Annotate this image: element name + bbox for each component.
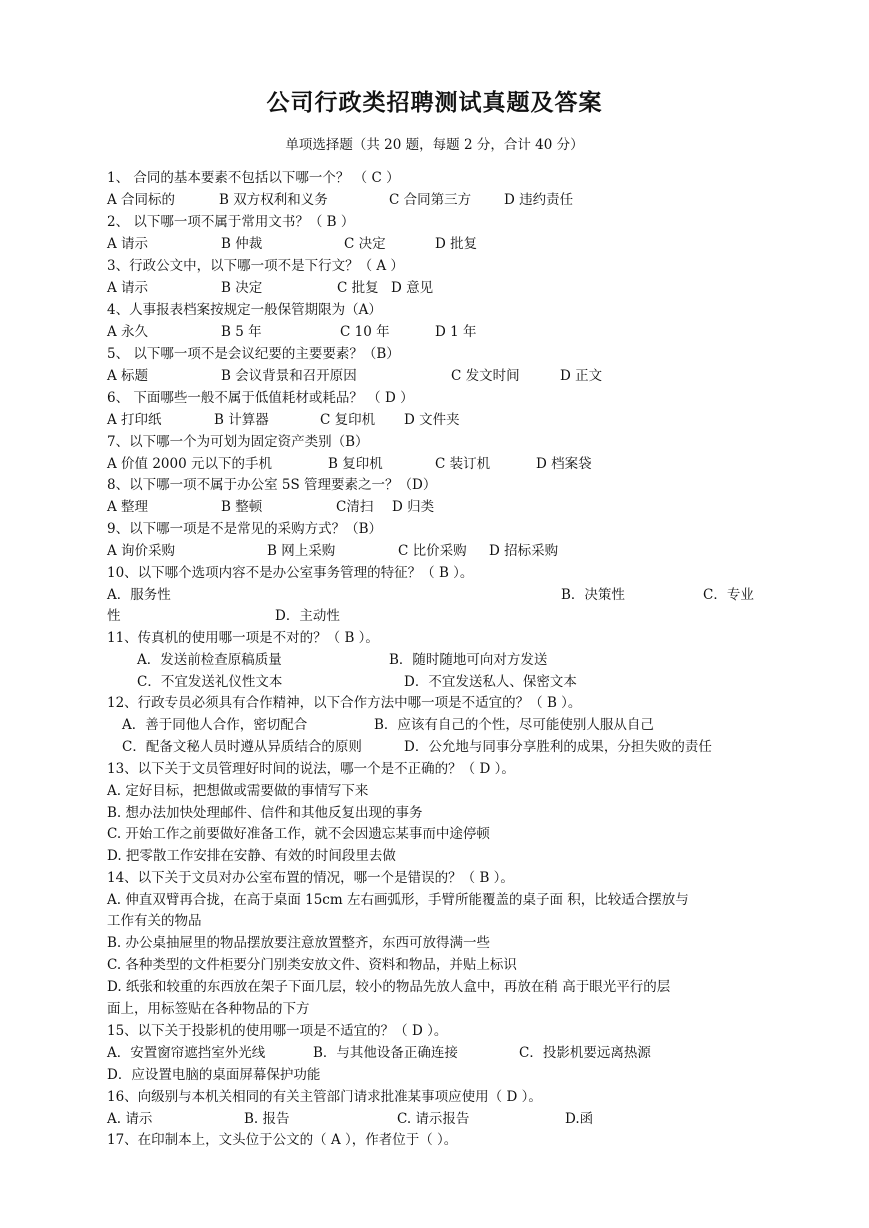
question-7-stem: 7、以下哪一个为可划为固定资产类别（B） (107, 434, 369, 450)
question-10-option-a: A．服务性 (107, 587, 171, 603)
question-1-option-c: C 合同第三方 (389, 192, 472, 208)
question-6-option-b: B 计算器 (214, 412, 269, 428)
question-4-stem: 4、人事报表档案按规定一般保管期限为（A） (107, 302, 382, 318)
question-13-option-a: A. 定好目标，把想做或需要做的事情写下来 (107, 783, 369, 799)
question-14-option-d-wrap: 面上，用标签贴在各种物品的下方 (107, 1001, 310, 1017)
question-4-option-a: A 永久 (107, 324, 149, 340)
question-12-option-b: B．应该有自己的个性，尽可能使别人服从自己 (374, 717, 654, 733)
question-4-option-d: D 1 年 (435, 324, 477, 340)
question-14-option-c: C. 各种类型的文件柜要分门别类安放文件、资料和物品，并贴上标识 (107, 957, 517, 973)
question-8-option-d: D 归类 (392, 499, 435, 515)
question-7-option-d: D 档案袋 (536, 456, 592, 472)
question-7-option-a: A 价值 2000 元以下的手机 (107, 456, 272, 472)
question-4-option-c: C 10 年 (340, 324, 390, 340)
question-15-option-d: D．应设置电脑的桌面屏幕保护功能 (107, 1067, 321, 1083)
question-9-option-c: C 比价采购 (398, 543, 467, 559)
question-14-option-a: A. 伸直双臂再合拢，在高于桌面 15cm 左右画弧形，手臂所能覆盖的桌子面 积，比较适合摆放与 (107, 892, 689, 908)
document-title: 公司行政类招聘测试真题及答案 (266, 90, 603, 116)
question-1-option-d: D 违约责任 (504, 192, 574, 208)
question-10-option-b: B．决策性 (561, 587, 625, 603)
question-11-option-a: A．发送前检查原稿质量 (137, 652, 282, 668)
question-12-option-c: C．配备文秘人员时遵从异质结合的原则 (122, 739, 362, 755)
question-9-stem: 9、以下哪一项是不是常见的采购方式？（B） (107, 521, 383, 537)
question-3-option-b: B 决定 (221, 280, 263, 296)
question-6-option-d: D 文件夹 (404, 412, 460, 428)
question-3-stem: 3、行政公文中，以下哪一项不是下行文？（ A ） (107, 258, 404, 274)
question-2-option-c: C 决定 (344, 236, 386, 252)
question-12-stem: 12、行政专员必须具有合作精神，以下合作方法中哪一项是不适宜的？（ B ）。 (107, 695, 582, 711)
question-10-option-c: C．专业 (703, 587, 754, 603)
question-5-stem: 5、 以下哪一项不是会议纪要的主要要素？（B） (107, 346, 400, 362)
question-16-option-d: D.函 (565, 1111, 594, 1127)
question-13-option-d: D. 把零散工作安排在安静、有效的时间段里去做 (107, 848, 396, 864)
question-6-option-c: C 复印机 (320, 412, 376, 428)
question-10-stem: 10、以下哪个选项内容不是办公室事务管理的特征？（ B ）。 (107, 565, 474, 581)
question-2-option-d: D 批复 (435, 236, 478, 252)
question-11-option-c: C．不宜发送礼仪性文本 (137, 674, 283, 690)
question-11-stem: 11、传真机的使用哪一项是不对的？（ B ）。 (107, 630, 379, 646)
question-5-option-c: C 发文时间 (451, 368, 520, 384)
question-1-option-b: B 双方权利和义务 (219, 192, 328, 208)
question-1-stem: 1、 合同的基本要素不包括以下哪一个？ （ C ） (107, 170, 400, 186)
question-16-stem: 16、向级别与本机关相同的有关主管部门请求批准某事项应使用（ D ）。 (107, 1089, 542, 1105)
question-12-option-a: A．善于同他人合作，密切配合 (122, 717, 308, 733)
question-8-option-a: A 整理 (107, 499, 149, 515)
question-3-option-c: C 批复 (337, 280, 379, 296)
question-1-option-a: A 合同标的 (107, 192, 176, 208)
question-14-option-a-wrap: 工作有关的物品 (107, 913, 202, 929)
question-13-option-b: B. 想办法加快处理邮件、信件和其他反复出现的事务 (107, 805, 423, 821)
question-16-option-a: A. 请示 (107, 1111, 153, 1127)
question-11-option-d: D．不宜发送私人、保密文本 (404, 674, 577, 690)
question-15-option-b: B．与其他设备正确连接 (313, 1045, 458, 1061)
question-8-option-b: B 整顿 (221, 499, 263, 515)
question-3-option-a: A 请示 (107, 280, 149, 296)
section-heading: 单项选择题（共 20 题，每题 2 分，合计 40 分） (285, 137, 584, 153)
question-2-option-b: B 仲裁 (221, 236, 263, 252)
question-5-option-d: D 正文 (560, 368, 603, 384)
question-6-stem: 6、 下面哪些一般不属于低值耗材或耗品？ （ D ） (107, 390, 414, 406)
question-17-stem: 17、在印制本上，文头位于公文的（ A ），作者位于（ ）。 (107, 1132, 458, 1148)
question-2-option-a: A 请示 (107, 236, 149, 252)
question-2-stem: 2、 以下哪一项不属于常用文书？（ B ） (107, 214, 355, 230)
question-4-option-b: B 5 年 (221, 324, 262, 340)
question-16-option-c: C. 请示报告 (397, 1111, 470, 1127)
question-13-option-c: C. 开始工作之前要做好准备工作，就不会因遗忘某事而中途停顿 (107, 826, 490, 842)
question-8-option-c: C清扫 (336, 499, 374, 515)
question-10-option-d: D．主动性 (275, 608, 340, 624)
question-14-option-d: D. 纸张和较重的东西放在架子下面几层，较小的物品先放人盒中，再放在稍 高于眼光平行的层 (107, 979, 671, 995)
question-15-stem: 15、以下关于投影机的使用哪一项是不适宜的？（ D ）。 (107, 1023, 448, 1039)
question-15-option-c: C．投影机要远离热源 (519, 1045, 651, 1061)
question-9-option-a: A 询价采购 (107, 543, 176, 559)
question-15-option-a: A．安置窗帘遮挡室外光线 (107, 1045, 266, 1061)
question-5-option-a: A 标题 (107, 368, 149, 384)
question-7-option-c: C 装订机 (435, 456, 491, 472)
question-12-option-d: D．公允地与同事分享胜利的成果，分担失败的责任 (404, 739, 712, 755)
question-14-stem: 14、以下关于文员对办公室布置的情况，哪一个是错误的？（ B ）。 (107, 870, 514, 886)
question-9-option-b: B 网上采购 (267, 543, 336, 559)
question-8-stem: 8、以下哪一项不属于办公室 5S 管理要素之一？（D） (107, 477, 437, 493)
question-5-option-b: B 会议背景和召开原因 (221, 368, 357, 384)
question-14-option-b: B. 办公桌抽屉里的物品摆放要注意放置整齐，东西可放得满一些 (107, 935, 491, 951)
question-11-option-b: B．随时随地可向对方发送 (389, 652, 548, 668)
question-3-option-d: D 意见 (391, 280, 434, 296)
question-7-option-b: B 复印机 (328, 456, 383, 472)
question-16-option-b: B. 报告 (244, 1111, 290, 1127)
question-6-option-a: A 打印纸 (107, 412, 162, 428)
question-13-stem: 13、以下关于文员管理好时间的说法，哪一个是不正确的？（ D ）。 (107, 761, 515, 777)
question-9-option-d: D 招标采购 (489, 543, 559, 559)
question-10-option-c-wrap: 性 (107, 608, 121, 624)
